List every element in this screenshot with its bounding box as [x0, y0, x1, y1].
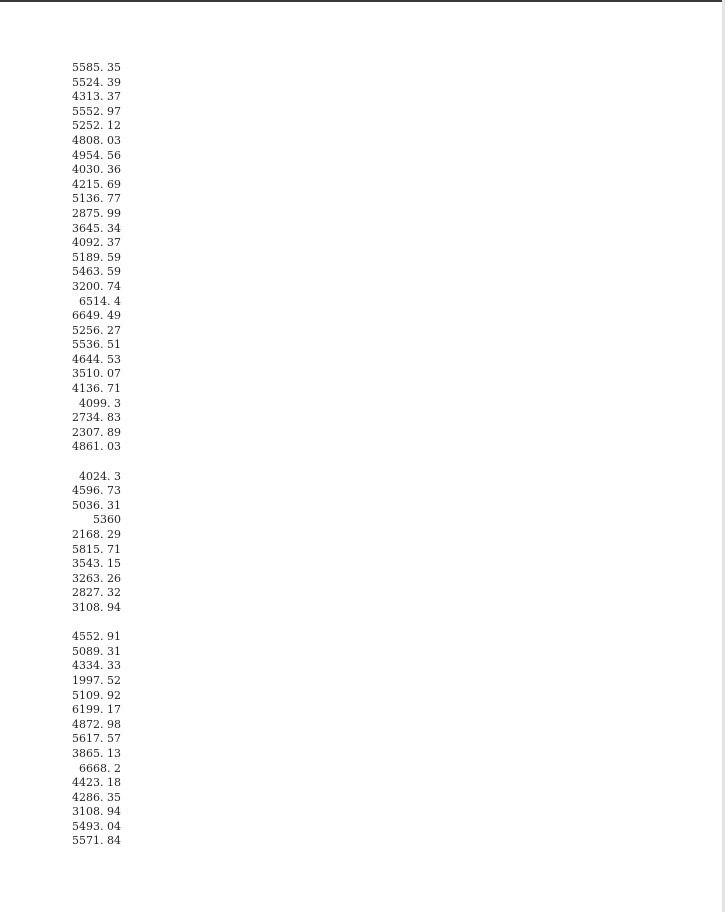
value-row: 6649. 49 — [72, 309, 121, 323]
value-row: 4596. 73 — [72, 484, 121, 498]
value-row: 2827. 32 — [72, 586, 121, 600]
value-row: 5036. 31 — [72, 498, 121, 512]
value-row: 4024. 3 — [79, 469, 121, 483]
value-row: 5815. 71 — [72, 542, 121, 556]
value-row: 4808. 03 — [72, 133, 121, 147]
value-row: 6514. 4 — [79, 294, 121, 308]
value-row: 5252. 12 — [72, 119, 121, 133]
value-row: 3865. 13 — [72, 746, 121, 760]
value-row: 5463. 59 — [72, 265, 121, 279]
value-row: 4644. 53 — [72, 352, 121, 366]
value-row: 4215. 69 — [72, 177, 121, 191]
value-row: 3263. 26 — [72, 571, 121, 585]
blank-row — [60, 455, 121, 470]
value-row: 4030. 36 — [72, 163, 121, 177]
value-row: 4092. 37 — [72, 236, 121, 250]
value-row: 5189. 59 — [72, 250, 121, 264]
value-row: 3108. 94 — [72, 805, 121, 819]
value-row: 4552. 91 — [72, 630, 121, 644]
page-top-border — [0, 0, 725, 2]
value-row: 3108. 94 — [72, 600, 121, 614]
value-row: 3200. 74 — [72, 279, 121, 293]
value-row: 2168. 29 — [72, 528, 121, 541]
value-column — [60, 61, 121, 849]
value-row: 5524. 39 — [72, 75, 121, 89]
value-row: 6668. 2 — [79, 761, 121, 775]
value-row: 4334. 33 — [72, 659, 121, 673]
value-row: 4286. 35 — [72, 790, 121, 804]
value-row: 4954. 56 — [72, 148, 121, 162]
value-row: 5360 — [93, 513, 121, 527]
value-row: 4423. 18 — [72, 776, 121, 790]
value-row: 5536. 51 — [72, 338, 121, 352]
value-row: 4861. 03 — [72, 440, 121, 454]
value-row: 5552. 97 — [72, 104, 121, 118]
value-row: 5089. 31 — [72, 644, 121, 658]
value-row: 5617. 57 — [72, 732, 121, 746]
value-row: 2307. 89 — [72, 425, 121, 439]
value-row: 4136. 71 — [72, 382, 121, 396]
value-row: 3543. 15 — [72, 557, 121, 571]
value-row: 5585. 35 — [72, 61, 121, 74]
value-row: 4313. 37 — [72, 90, 121, 104]
value-row: 5109. 92 — [72, 688, 121, 702]
value-row: 3645. 34 — [72, 221, 121, 235]
value-row: 2875. 99 — [72, 206, 121, 220]
value-row: 5256. 27 — [72, 323, 121, 337]
value-row: 2734. 83 — [72, 411, 121, 425]
value-row: 6199. 17 — [72, 703, 121, 717]
value-row: 3510. 07 — [72, 367, 121, 381]
value-row: 1997. 52 — [72, 673, 121, 687]
value-row: 5493. 04 — [72, 819, 121, 833]
blank-row — [60, 616, 121, 631]
value-row: 5136. 77 — [72, 192, 121, 206]
value-row: 4872. 98 — [72, 717, 121, 731]
value-row: 5571. 84 — [72, 834, 121, 848]
value-row: 4099. 3 — [79, 396, 121, 410]
